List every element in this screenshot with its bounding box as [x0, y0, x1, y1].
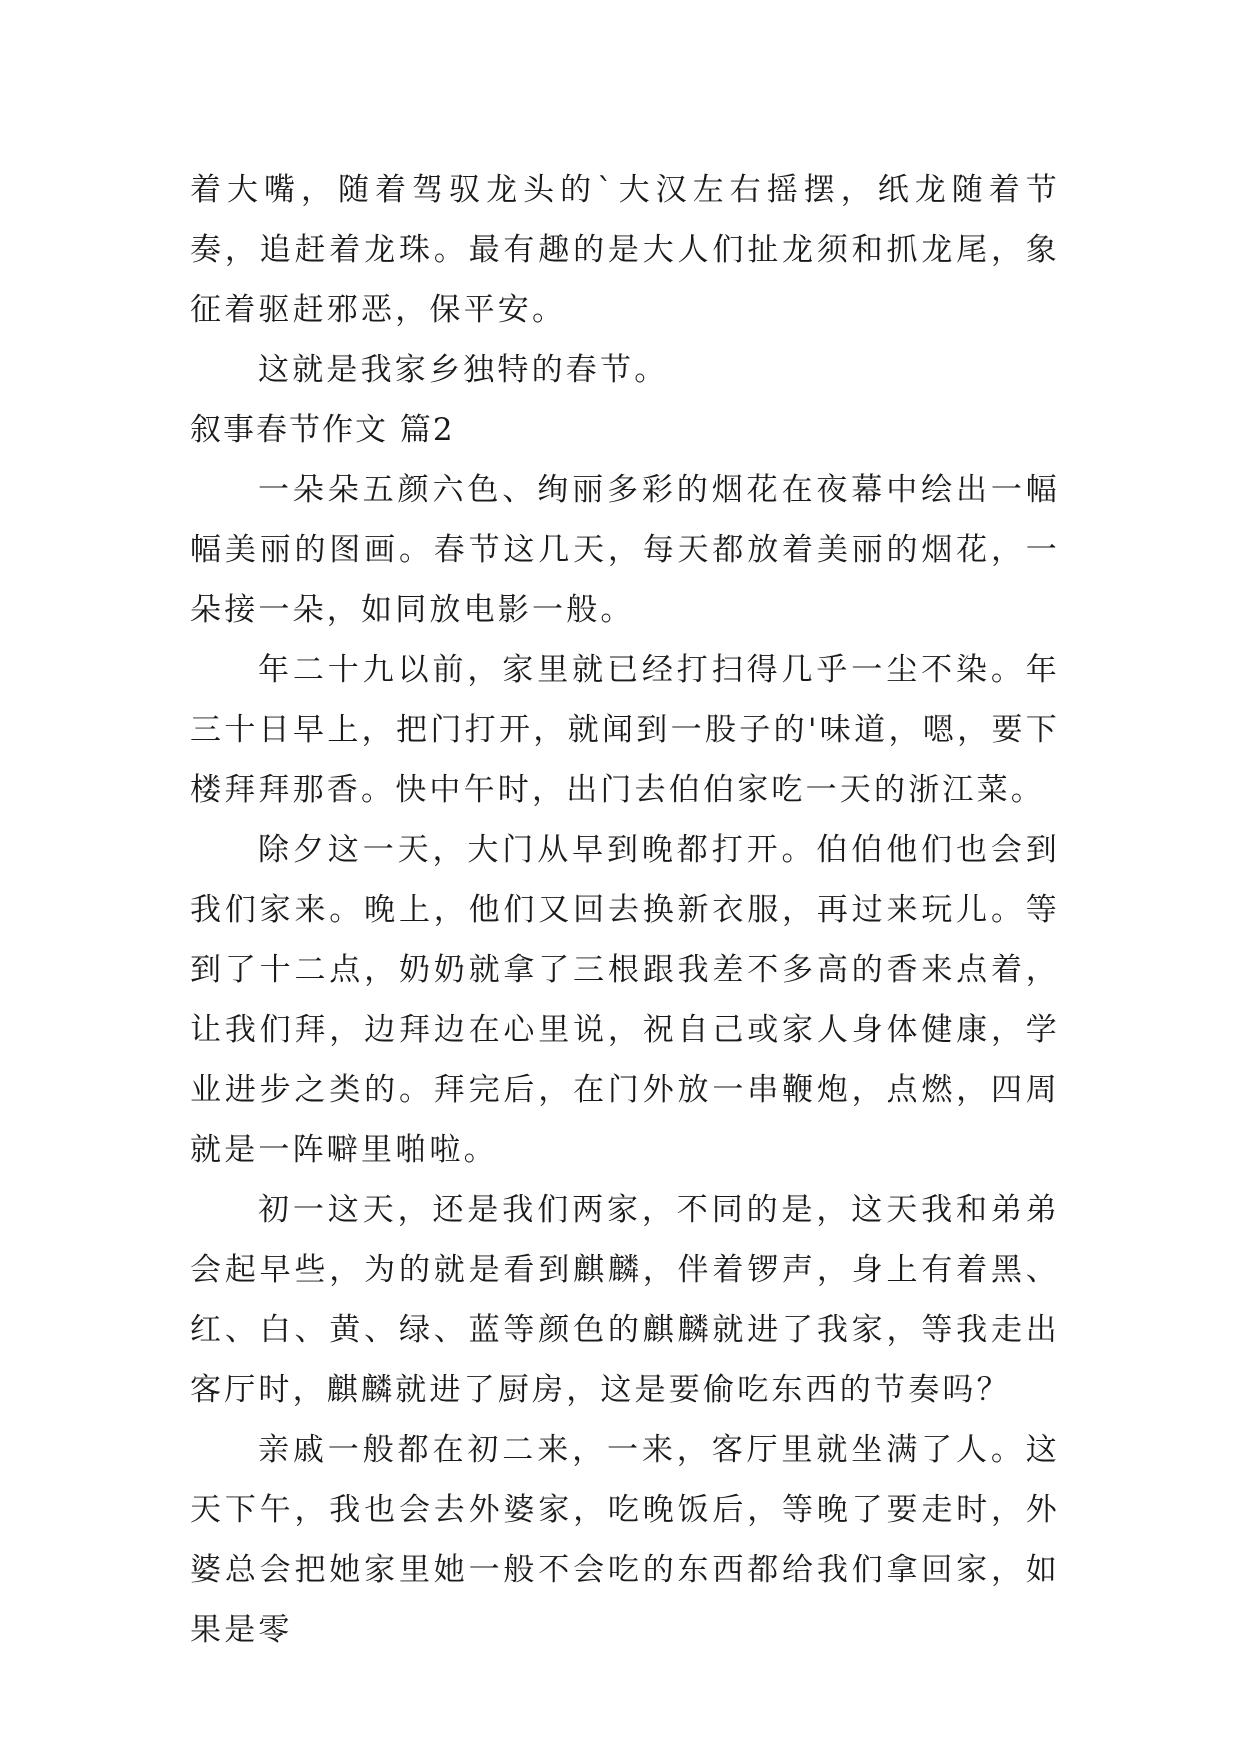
paragraph-first-day: 初一这天，还是我们两家，不同的是，这天我和弟弟会起早些，为的就是看到麒麟，伴着锣声，身上有着黑、红、白、黄、绿、蓝等颜色的麒麟就进了我家，等我走出客厅时，麒麟就进了厨房，这是要偷吃东西的节奏吗？	[190, 1192, 1060, 1408]
paragraph-closing: 这就是我家乡独特的春节。	[258, 352, 669, 388]
section-heading: 叙事春节作文 篇2	[190, 412, 455, 448]
paragraph-new-year-eve-prep: 年二十九以前，家里就已经打扫得几乎一尘不染。年三十日早上，把门打开，就闻到一股子的'味道，嗯，要下楼拜拜那香。快中午时，出门去伯伯家吃一天的浙江菜。	[190, 652, 1060, 808]
document-body	[190, 160, 1060, 1660]
paragraph-second-day: 亲戚一般都在初二来，一来，客厅里就坐满了人。这天下午，我也会去外婆家，吃晚饭后，等晚了要走时，外婆总会把她家里她一般不会吃的东西都给我们拿回家，如果是零	[190, 1432, 1060, 1648]
paragraph-new-year-eve: 除夕这一天，大门从早到晚都打开。伯伯他们也会到我们家来。晚上，他们又回去换新衣服，再过来玩儿。等到了十二点，奶奶就拿了三根跟我差不多高的香来点着，让我们拜，边拜边在心里说，祝自己或家人身体健康，学业进步之类的。拜完后，在门外放一串鞭炮，点燃，四周就是一阵噼里啪啦。	[190, 832, 1060, 1168]
paragraph-continued: 着大嘴，随着驾驭龙头的`大汉左右摇摆，纸龙随着节奏，追赶着龙珠。最有趣的是大人们扯龙须和抓龙尾，象征着驱赶邪恶，保平安。	[190, 172, 1060, 328]
paragraph-fireworks: 一朵朵五颜六色、绚丽多彩的烟花在夜幕中绘出一幅幅美丽的图画。春节这几天，每天都放着美丽的烟花，一朵接一朵，如同放电影一般。	[190, 472, 1060, 628]
